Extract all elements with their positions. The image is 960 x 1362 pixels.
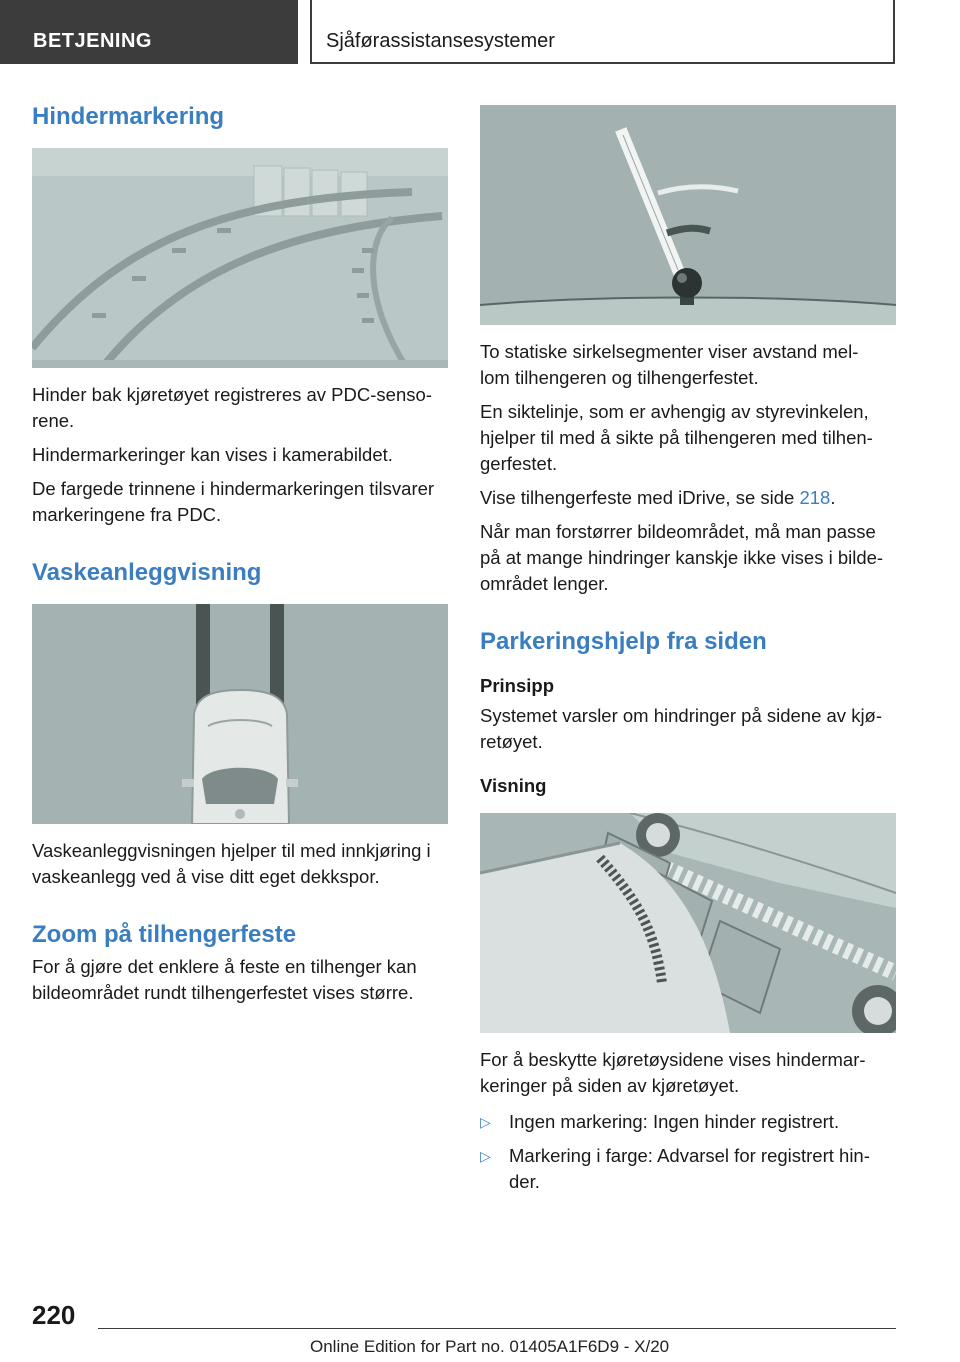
left-column [32, 100, 448, 1006]
triangle-bullet-icon: ▷ [480, 1148, 491, 1164]
header-chapter-label: Sjåførassistansesystemer [326, 30, 555, 52]
bullet-list [480, 1109, 896, 1195]
idrive-text: Vise tilhengerfeste med iDrive, se side [480, 487, 795, 508]
r-para-2: lom tilhengeren og tilhengerfestet. [480, 367, 759, 388]
r-para-3: En siktelinje, som er avhengig av styrevinkelen, [480, 401, 869, 422]
car-wash-view-illustration [32, 604, 448, 824]
bullet-text: Markering i farge: Advarsel for registrert hin- [509, 1145, 870, 1166]
r-para-5: gerfestet. [480, 453, 558, 474]
zoom-para-1: Når man forstørrer bildeområdet, må man passe [480, 521, 876, 542]
idrive-suffix: . [830, 487, 836, 508]
s1-para-3: Hindermarkeringer kan vises i kamerabildet. [32, 444, 393, 465]
idrive-paragraph [480, 485, 896, 511]
prinsipp-para-1: Systemet varsler om hindringer på sidene av kjø- [480, 705, 883, 726]
page-link-218[interactable]: 218 [799, 487, 831, 508]
s2-para-1: Vaskeanleggvisningen hjelper til med innkjøring i [32, 840, 431, 861]
s1-para-1: Hinder bak kjøretøyet registreres av PDC-senso- [32, 384, 432, 405]
visning-para-2: keringer på siden av kjøretøyet. [480, 1075, 740, 1096]
section-title-hindermarkering: Hindermarkering [32, 103, 225, 130]
obstacle-marking-illustration [32, 148, 448, 368]
bullet-text-cont: der. [509, 1171, 540, 1192]
header-section-label: BETJENING [33, 30, 152, 52]
r-para-4: hjelper til med å sikte på tilhengeren med tilhen- [480, 427, 873, 448]
visning-para-1: For å beskytte kjøretøysidene vises hindermar- [480, 1049, 866, 1070]
s1-para-5: markeringene fra PDC. [32, 504, 222, 525]
zoom-para-2: på at mange hindringer kanskje ikke vises i bilde- [480, 547, 884, 568]
s1-para-2: rene. [32, 410, 75, 431]
s2-para-2: vaskeanlegg ved å vise ditt eget dekkspor. [32, 866, 380, 887]
page-number: 220 [32, 1300, 76, 1330]
r-para-1: To statiske sirkelsegmenter viser avstand mel- [480, 341, 859, 362]
right-column [480, 105, 896, 1195]
subtitle-prinsipp: Prinsipp [480, 675, 555, 696]
zoom-para-3: området lenger. [480, 573, 609, 594]
side-parking-assist-illustration [480, 813, 896, 1033]
s3-para-2: bildeområdet rundt tilhengerfestet vises større. [32, 982, 414, 1003]
section-title-zoom-tilhengerfeste: Zoom på tilhengerfeste [32, 921, 297, 948]
footer-edition: Online Edition for Part no. 01405A1F6D9 - X/20 [310, 1337, 670, 1356]
section-title-vaskeanleggvisning: Vaskeanleggvisning [32, 559, 262, 586]
section-title-parkeringshjelp: Parkeringshjelp fra siden [480, 628, 767, 655]
triangle-bullet-icon: ▷ [480, 1114, 491, 1130]
prinsipp-para-2: retøyet. [480, 731, 543, 752]
trailer-hitch-zoom-illustration [480, 105, 896, 325]
list-item [480, 1143, 896, 1195]
s3-para-1: For å gjøre det enklere å feste en tilhenger kan [32, 956, 417, 977]
list-item [480, 1109, 896, 1135]
s1-para-4: De fargede trinnene i hindermarkeringen tilsvarer [32, 478, 435, 499]
subtitle-visning: Visning [480, 775, 547, 796]
footer-divider [98, 1328, 896, 1329]
bullet-text: Ingen markering: Ingen hinder registrert. [509, 1111, 840, 1132]
